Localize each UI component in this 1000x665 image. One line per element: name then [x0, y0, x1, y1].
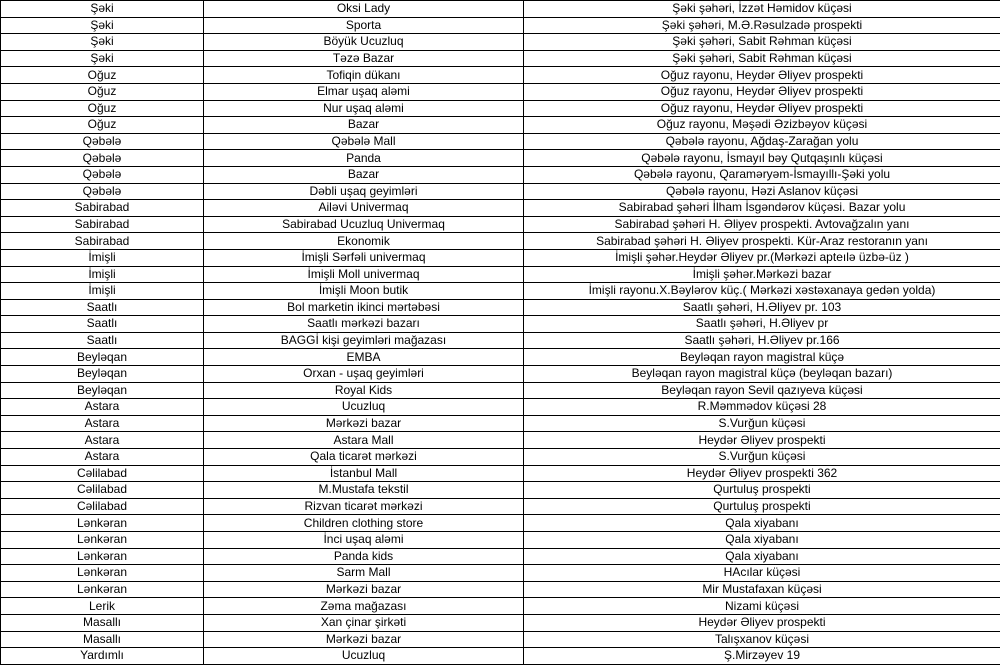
region-cell: Qəbələ: [1, 150, 204, 167]
store-cell: BAGGİ kişi geyimləri mağazası: [204, 332, 524, 349]
region-cell: Masallı: [1, 614, 204, 631]
store-cell: Nur uşaq aləmi: [204, 100, 524, 117]
table-row: [1, 67, 1000, 84]
address-cell: Şəki şəhəri, Sabit Rəhman küçəsi: [524, 50, 1000, 67]
region-cell: Beyləqan: [1, 349, 204, 366]
table-row: [1, 548, 1000, 565]
store-cell: Dəbli uşaq geyimləri: [204, 183, 524, 200]
region-cell: Saatlı: [1, 332, 204, 349]
store-cell: Sabirabad Ucuzluq Univermaq: [204, 216, 524, 233]
table-row: [1, 565, 1000, 582]
store-cell: Qəbələ Mall: [204, 133, 524, 150]
region-cell: İmişli: [1, 266, 204, 283]
table-row: [1, 233, 1000, 250]
store-cell: Panda: [204, 150, 524, 167]
table-row: [1, 34, 1000, 51]
region-cell: Lənkəran: [1, 532, 204, 549]
store-cell: İmişli Sərfəli univermaq: [204, 249, 524, 266]
address-cell: HAcılar küçəsi: [524, 565, 1000, 582]
region-cell: Lerik: [1, 598, 204, 615]
address-cell: Beyləqan rayon magistral küçə: [524, 349, 1000, 366]
store-cell: Ekonomik: [204, 233, 524, 250]
region-cell: Şəki: [1, 50, 204, 67]
region-cell: Astara: [1, 432, 204, 449]
store-cell: Tofiqin dükanı: [204, 67, 524, 84]
region-cell: Sabirabad: [1, 233, 204, 250]
table-row: [1, 200, 1000, 217]
store-cell: Bazar: [204, 117, 524, 134]
address-cell: İmişli şəhər.Mərkəzi bazar: [524, 266, 1000, 283]
address-cell: Heydər Əliyev prospekti: [524, 614, 1000, 631]
region-cell: Saatlı: [1, 299, 204, 316]
store-cell: Sporta: [204, 17, 524, 34]
store-directory-body: [1, 1, 1000, 665]
address-cell: Oğuz rayonu, Heydər Əliyev prospekti: [524, 83, 1000, 100]
store-cell: Elmar uşaq aləmi: [204, 83, 524, 100]
table-row: [1, 1, 1000, 18]
store-cell: Xan çinar şirkəti: [204, 614, 524, 631]
store-cell: Children clothing store: [204, 515, 524, 532]
store-cell: İmişli Moon butik: [204, 283, 524, 300]
region-cell: İmişli: [1, 283, 204, 300]
address-cell: R.Məmmədov küçəsi 28: [524, 399, 1000, 416]
address-cell: Saatlı şəhəri, H.Əliyev pr. 103: [524, 299, 1000, 316]
table-row: [1, 83, 1000, 100]
region-cell: Cəlilabad: [1, 498, 204, 515]
region-cell: Sabirabad: [1, 200, 204, 217]
store-cell: Ailəvi Univermaq: [204, 200, 524, 217]
table-row: [1, 249, 1000, 266]
table-row: [1, 465, 1000, 482]
address-cell: Saatlı şəhəri, H.Əliyev pr: [524, 316, 1000, 333]
table-row: [1, 581, 1000, 598]
table-row: [1, 332, 1000, 349]
table-row: [1, 399, 1000, 416]
address-cell: Ş.Mirzəyev 19: [524, 648, 1000, 665]
region-cell: Oğuz: [1, 83, 204, 100]
region-cell: İmişli: [1, 249, 204, 266]
region-cell: Cəlilabad: [1, 465, 204, 482]
store-cell: Panda kids: [204, 548, 524, 565]
store-cell: Mərkəzi bazar: [204, 631, 524, 648]
region-cell: Lənkəran: [1, 515, 204, 532]
address-cell: Qala xiyabanı: [524, 515, 1000, 532]
region-cell: Oğuz: [1, 100, 204, 117]
table-row: [1, 498, 1000, 515]
store-cell: Orxan - uşaq geyimləri: [204, 366, 524, 383]
region-cell: Astara: [1, 415, 204, 432]
region-cell: Beyləqan: [1, 382, 204, 399]
address-cell: Qurtuluş prospekti: [524, 498, 1000, 515]
address-cell: Şəki şəhəri, Sabit Rəhman küçəsi: [524, 34, 1000, 51]
region-cell: Qəbələ: [1, 133, 204, 150]
table-row: [1, 432, 1000, 449]
table-row: [1, 515, 1000, 532]
store-cell: Ucuzluq: [204, 399, 524, 416]
table-row: [1, 50, 1000, 67]
region-cell: Şəki: [1, 1, 204, 18]
store-cell: Oksi Lady: [204, 1, 524, 18]
store-cell: İstanbul Mall: [204, 465, 524, 482]
address-cell: Oğuz rayonu, Heydər Əliyev prospekti: [524, 100, 1000, 117]
table-row: [1, 100, 1000, 117]
region-cell: Oğuz: [1, 117, 204, 134]
table-row: [1, 216, 1000, 233]
table-row: [1, 415, 1000, 432]
region-cell: Masallı: [1, 631, 204, 648]
store-cell: Royal Kids: [204, 382, 524, 399]
store-cell: İmişli Moll univermaq: [204, 266, 524, 283]
store-cell: EMBA: [204, 349, 524, 366]
store-cell: Mərkəzi bazar: [204, 415, 524, 432]
address-cell: S.Vurğun küçəsi: [524, 449, 1000, 466]
region-cell: Beyləqan: [1, 366, 204, 383]
region-cell: Şəki: [1, 17, 204, 34]
address-cell: Qəbələ rayonu, İsmayıl bəy Qutqaşınlı küçəsi: [524, 150, 1000, 167]
address-cell: Sabirabad şəhəri H. Əliyev prospekti. Kür-Araz restoranın yanı: [524, 233, 1000, 250]
region-cell: Astara: [1, 399, 204, 416]
address-cell: Oğuz rayonu, Məşədi Əzizbəyov küçəsi: [524, 117, 1000, 134]
address-cell: Talışxanov küçəsi: [524, 631, 1000, 648]
store-cell: Bol marketin ikinci mərtəbəsi: [204, 299, 524, 316]
region-cell: Oğuz: [1, 67, 204, 84]
table-row: [1, 183, 1000, 200]
region-cell: Lənkəran: [1, 581, 204, 598]
address-cell: Qəbələ rayonu, Ağdaş-Zarağan yolu: [524, 133, 1000, 150]
table-row: [1, 266, 1000, 283]
table-row: [1, 631, 1000, 648]
store-cell: Saatlı mərkəzi bazarı: [204, 316, 524, 333]
store-cell: Qala ticarət mərkəzi: [204, 449, 524, 466]
region-cell: Saatlı: [1, 316, 204, 333]
region-cell: Lənkəran: [1, 548, 204, 565]
store-cell: Astara Mall: [204, 432, 524, 449]
table-row: [1, 366, 1000, 383]
store-cell: İnci uşaq aləmi: [204, 532, 524, 549]
address-cell: Heydər Əliyev prospekti: [524, 432, 1000, 449]
address-cell: Oğuz rayonu, Heydər Əliyev prospekti: [524, 67, 1000, 84]
region-cell: Qəbələ: [1, 183, 204, 200]
region-cell: Şəki: [1, 34, 204, 51]
table-row: [1, 382, 1000, 399]
address-cell: Nizami küçəsi: [524, 598, 1000, 615]
region-cell: Sabirabad: [1, 216, 204, 233]
address-cell: Beyləqan rayon magistral küçə (beyləqan bazarı): [524, 366, 1000, 383]
region-cell: Yardımlı: [1, 648, 204, 665]
address-cell: Beyləqan rayon Sevil qazıyeva küçəsi: [524, 382, 1000, 399]
address-cell: Mir Mustafaxan küçəsi: [524, 581, 1000, 598]
region-cell: Cəlilabad: [1, 482, 204, 499]
address-cell: Sabirabad şəhəri İlham İsgəndərov küçəsi. Bazar yolu: [524, 200, 1000, 217]
address-cell: İmişli rayonu.X.Bəylərov küç.( Mərkəzi xəstəxanaya gedən yolda): [524, 283, 1000, 300]
region-cell: Qəbələ: [1, 166, 204, 183]
table-row: [1, 150, 1000, 167]
store-cell: Böyük Ucuzluq: [204, 34, 524, 51]
store-cell: Mərkəzi bazar: [204, 581, 524, 598]
table-row: [1, 299, 1000, 316]
address-cell: Heydər Əliyev prospekti 362: [524, 465, 1000, 482]
address-cell: Şəki şəhəri, İzzət Həmidov küçəsi: [524, 1, 1000, 18]
address-cell: S.Vurğun küçəsi: [524, 415, 1000, 432]
table-row: [1, 532, 1000, 549]
table-row: [1, 117, 1000, 134]
table-row: [1, 598, 1000, 615]
store-cell: Sarm Mall: [204, 565, 524, 582]
address-cell: Qəbələ rayonu, Qaraməryəm-İsmayıllı-Şəki yolu: [524, 166, 1000, 183]
store-cell: Zəma mağazası: [204, 598, 524, 615]
address-cell: Şəki şəhəri, M.Ə.Rəsulzadə prospekti: [524, 17, 1000, 34]
table-row: [1, 133, 1000, 150]
address-cell: Qəbələ rayonu, Həzi Aslanov küçəsi: [524, 183, 1000, 200]
store-cell: M.Mustafa tekstil: [204, 482, 524, 499]
address-cell: Sabirabad şəhəri H. Əliyev prospekti. Avtovağzalın yanı: [524, 216, 1000, 233]
store-cell: Bazar: [204, 166, 524, 183]
region-cell: Lənkəran: [1, 565, 204, 582]
table-row: [1, 316, 1000, 333]
store-cell: Təzə Bazar: [204, 50, 524, 67]
store-cell: Ucuzluq: [204, 648, 524, 665]
table-row: [1, 17, 1000, 34]
address-cell: Qurtuluş prospekti: [524, 482, 1000, 499]
table-row: [1, 283, 1000, 300]
store-cell: Rizvan ticarət mərkəzi: [204, 498, 524, 515]
address-cell: Qala xiyabanı: [524, 548, 1000, 565]
address-cell: İmişli şəhər.Heydər Əliyev pr.(Mərkəzi apteılə üzbə-üz ): [524, 249, 1000, 266]
region-cell: Astara: [1, 449, 204, 466]
table-row: [1, 482, 1000, 499]
table-row: [1, 614, 1000, 631]
table-row: [1, 648, 1000, 665]
address-cell: Qala xiyabanı: [524, 532, 1000, 549]
address-cell: Saatlı şəhəri, H.Əliyev pr.166: [524, 332, 1000, 349]
table-row: [1, 449, 1000, 466]
table-row: [1, 349, 1000, 366]
table-row: [1, 166, 1000, 183]
